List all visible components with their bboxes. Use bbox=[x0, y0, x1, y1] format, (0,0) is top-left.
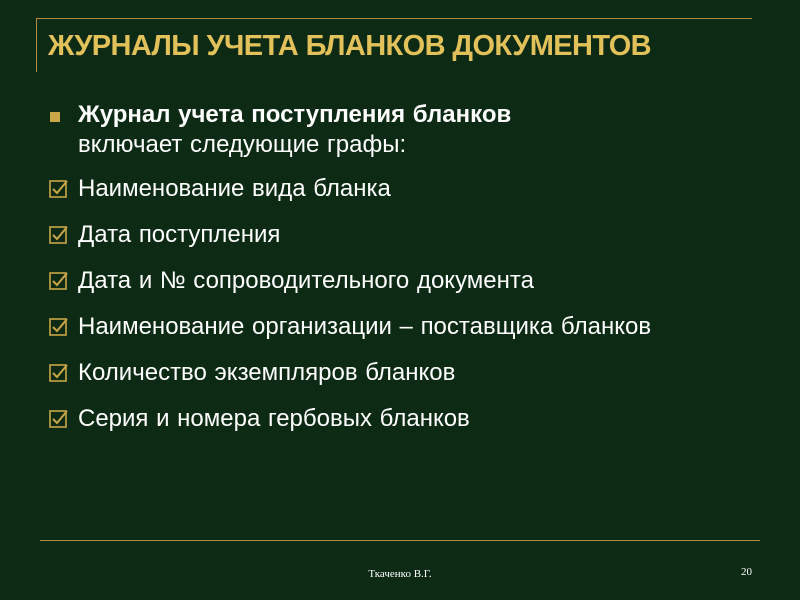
list-item-text: Дата и № сопроводительного документа bbox=[78, 267, 534, 294]
list-item bbox=[48, 174, 748, 204]
list-item-text: Дата поступления bbox=[78, 221, 281, 248]
list-item-text: Серия и номера гербовых бланков bbox=[78, 405, 470, 432]
list-item bbox=[48, 266, 748, 296]
intro-item bbox=[48, 100, 748, 160]
checkbox-checked-icon bbox=[48, 316, 70, 338]
list-item bbox=[48, 404, 748, 434]
list-item bbox=[48, 312, 748, 342]
checkbox-checked-icon bbox=[48, 178, 70, 200]
square-bullet-icon bbox=[50, 112, 60, 122]
footer-author: Ткаченко В.Г. bbox=[368, 568, 432, 580]
list-item bbox=[48, 358, 748, 388]
bullet-list bbox=[48, 100, 748, 450]
page-number: 20 bbox=[741, 566, 752, 578]
title-frame-top-line bbox=[36, 18, 752, 19]
slide-title: ЖУРНАЛЫ УЧЕТА БЛАНКОВ ДОКУМЕНТОВ bbox=[48, 30, 652, 62]
list-item-text: Наименование организации – поставщика бланков bbox=[78, 313, 652, 340]
title-frame-left-line bbox=[36, 18, 37, 72]
checkbox-checked-icon bbox=[48, 270, 70, 292]
list-item bbox=[48, 220, 748, 250]
list-item-text: Количество экземпляров бланков bbox=[78, 359, 456, 386]
checkbox-checked-icon bbox=[48, 224, 70, 246]
checkbox-checked-icon bbox=[48, 362, 70, 384]
checkbox-checked-icon bbox=[48, 408, 70, 430]
footer-divider bbox=[40, 540, 760, 541]
intro-lead: Журнал учета поступления бланков bbox=[78, 101, 512, 128]
list-item-text: Наименование вида бланка bbox=[78, 175, 391, 202]
intro-rest: включает следующие графы: bbox=[78, 131, 407, 158]
